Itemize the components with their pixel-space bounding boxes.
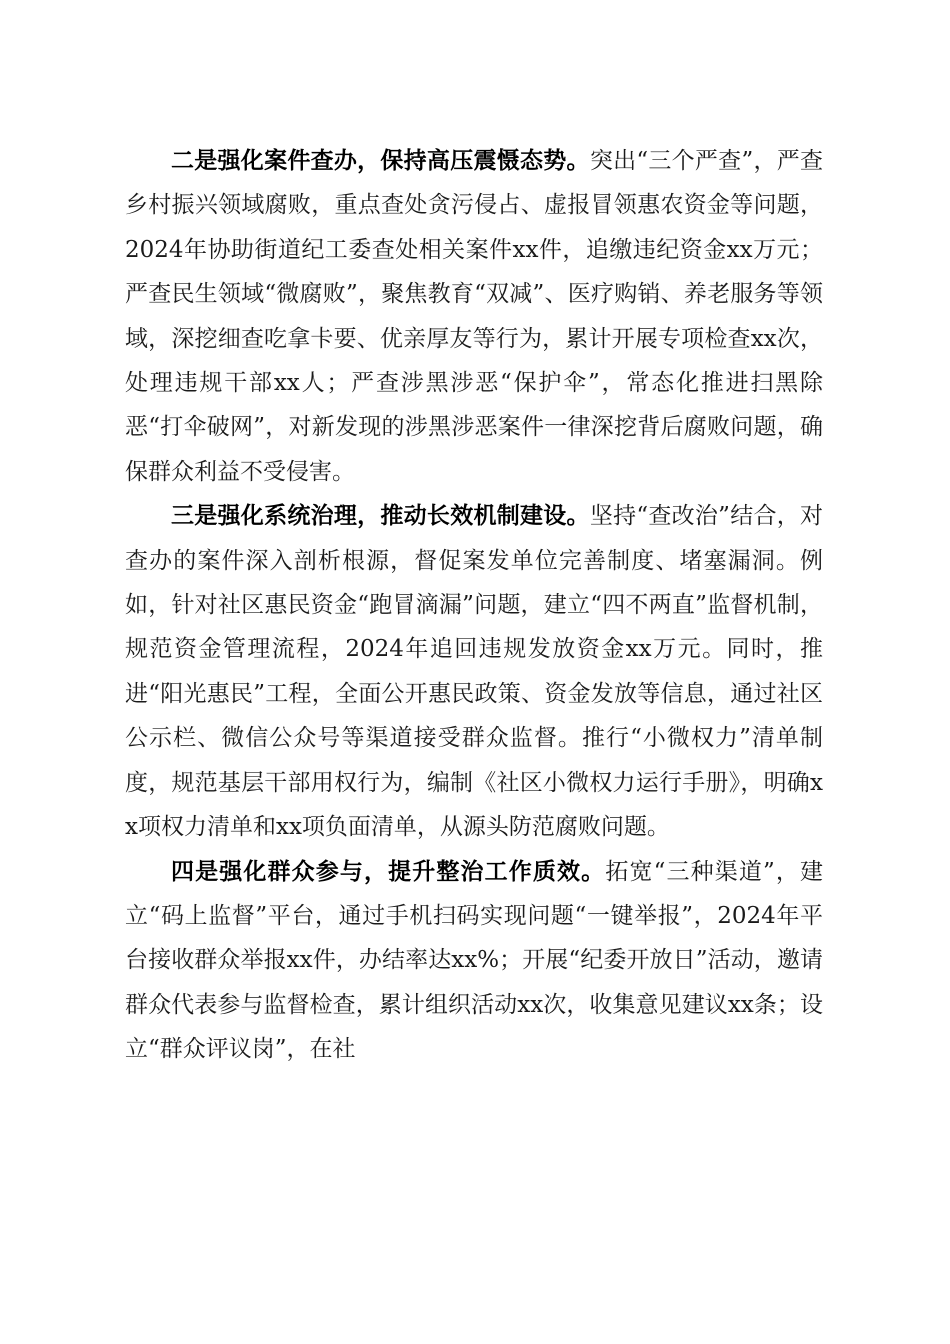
- paragraph-lead-3: 三是强化系统治理，推动长效机制建设。: [171, 502, 590, 530]
- paragraph-text-3: 坚持“查改治”结合，对查办的案件深入剖析根源，督促案发单位完善制度、堵塞漏洞。例如，针对社区惠民资金“跑冒滴漏”问题，建立“四不两直”监督机制，规范资金管理流程，2024年追回违规发放资金xx万元。同时，推进“阳光惠民”工程，全面公开惠民政策、资金发放等信息，通过社区公示栏、微信公众号等渠道接受群众监督。推行“小微权力”清单制度，规范基层干部用权行为，编制《社区小微权力运行手册》，明确xx项权力清单和xx项负面清单，从源头防范腐败问题。: [125, 503, 823, 841]
- paragraph-lead-2: 二是强化案件查办，保持高压震慑态势。: [171, 147, 590, 174]
- document-body: [125, 139, 823, 1072]
- paragraph-text-4: 拓宽“三种渠道”，建立“码上监督”平台，通过手机扫码实现问题“一键举报”，2024年平台接收群众举报xx件，办结率达xx%；开展“纪委开放日”活动，邀请群众代表参与监督检查，累计组织活动xx次，收集意见建议xx条；设立“群众评议岗”，在社: [125, 858, 823, 1063]
- paragraph-2: [125, 139, 823, 494]
- paragraph-4: [125, 850, 823, 1072]
- paragraph-3: [125, 494, 823, 849]
- paragraph-text-2: 突出“三个严查”，严查乡村振兴领域腐败，重点查处贪污侵占、虚报冒领惠农资金等问题，2024年协助街道纪工委查处相关案件xx件，追缴违纪资金xx万元；严查民生领域“微腐败”，聚焦教育“双减”、医疗购销、养老服务等领域，深挖细查吃拿卡要、优亲厚友等行为，累计开展专项检查xx次，处理违规干部xx人；严查涉黑涉恶“保护伞”，常态化推进扫黑除恶“打伞破网”，对新发现的涉黑涉恶案件一律深挖背后腐败问题，确保群众利益不受侵害。: [125, 148, 823, 485]
- paragraph-lead-4: 四是强化群众参与，提升整治工作质效。: [171, 857, 606, 885]
